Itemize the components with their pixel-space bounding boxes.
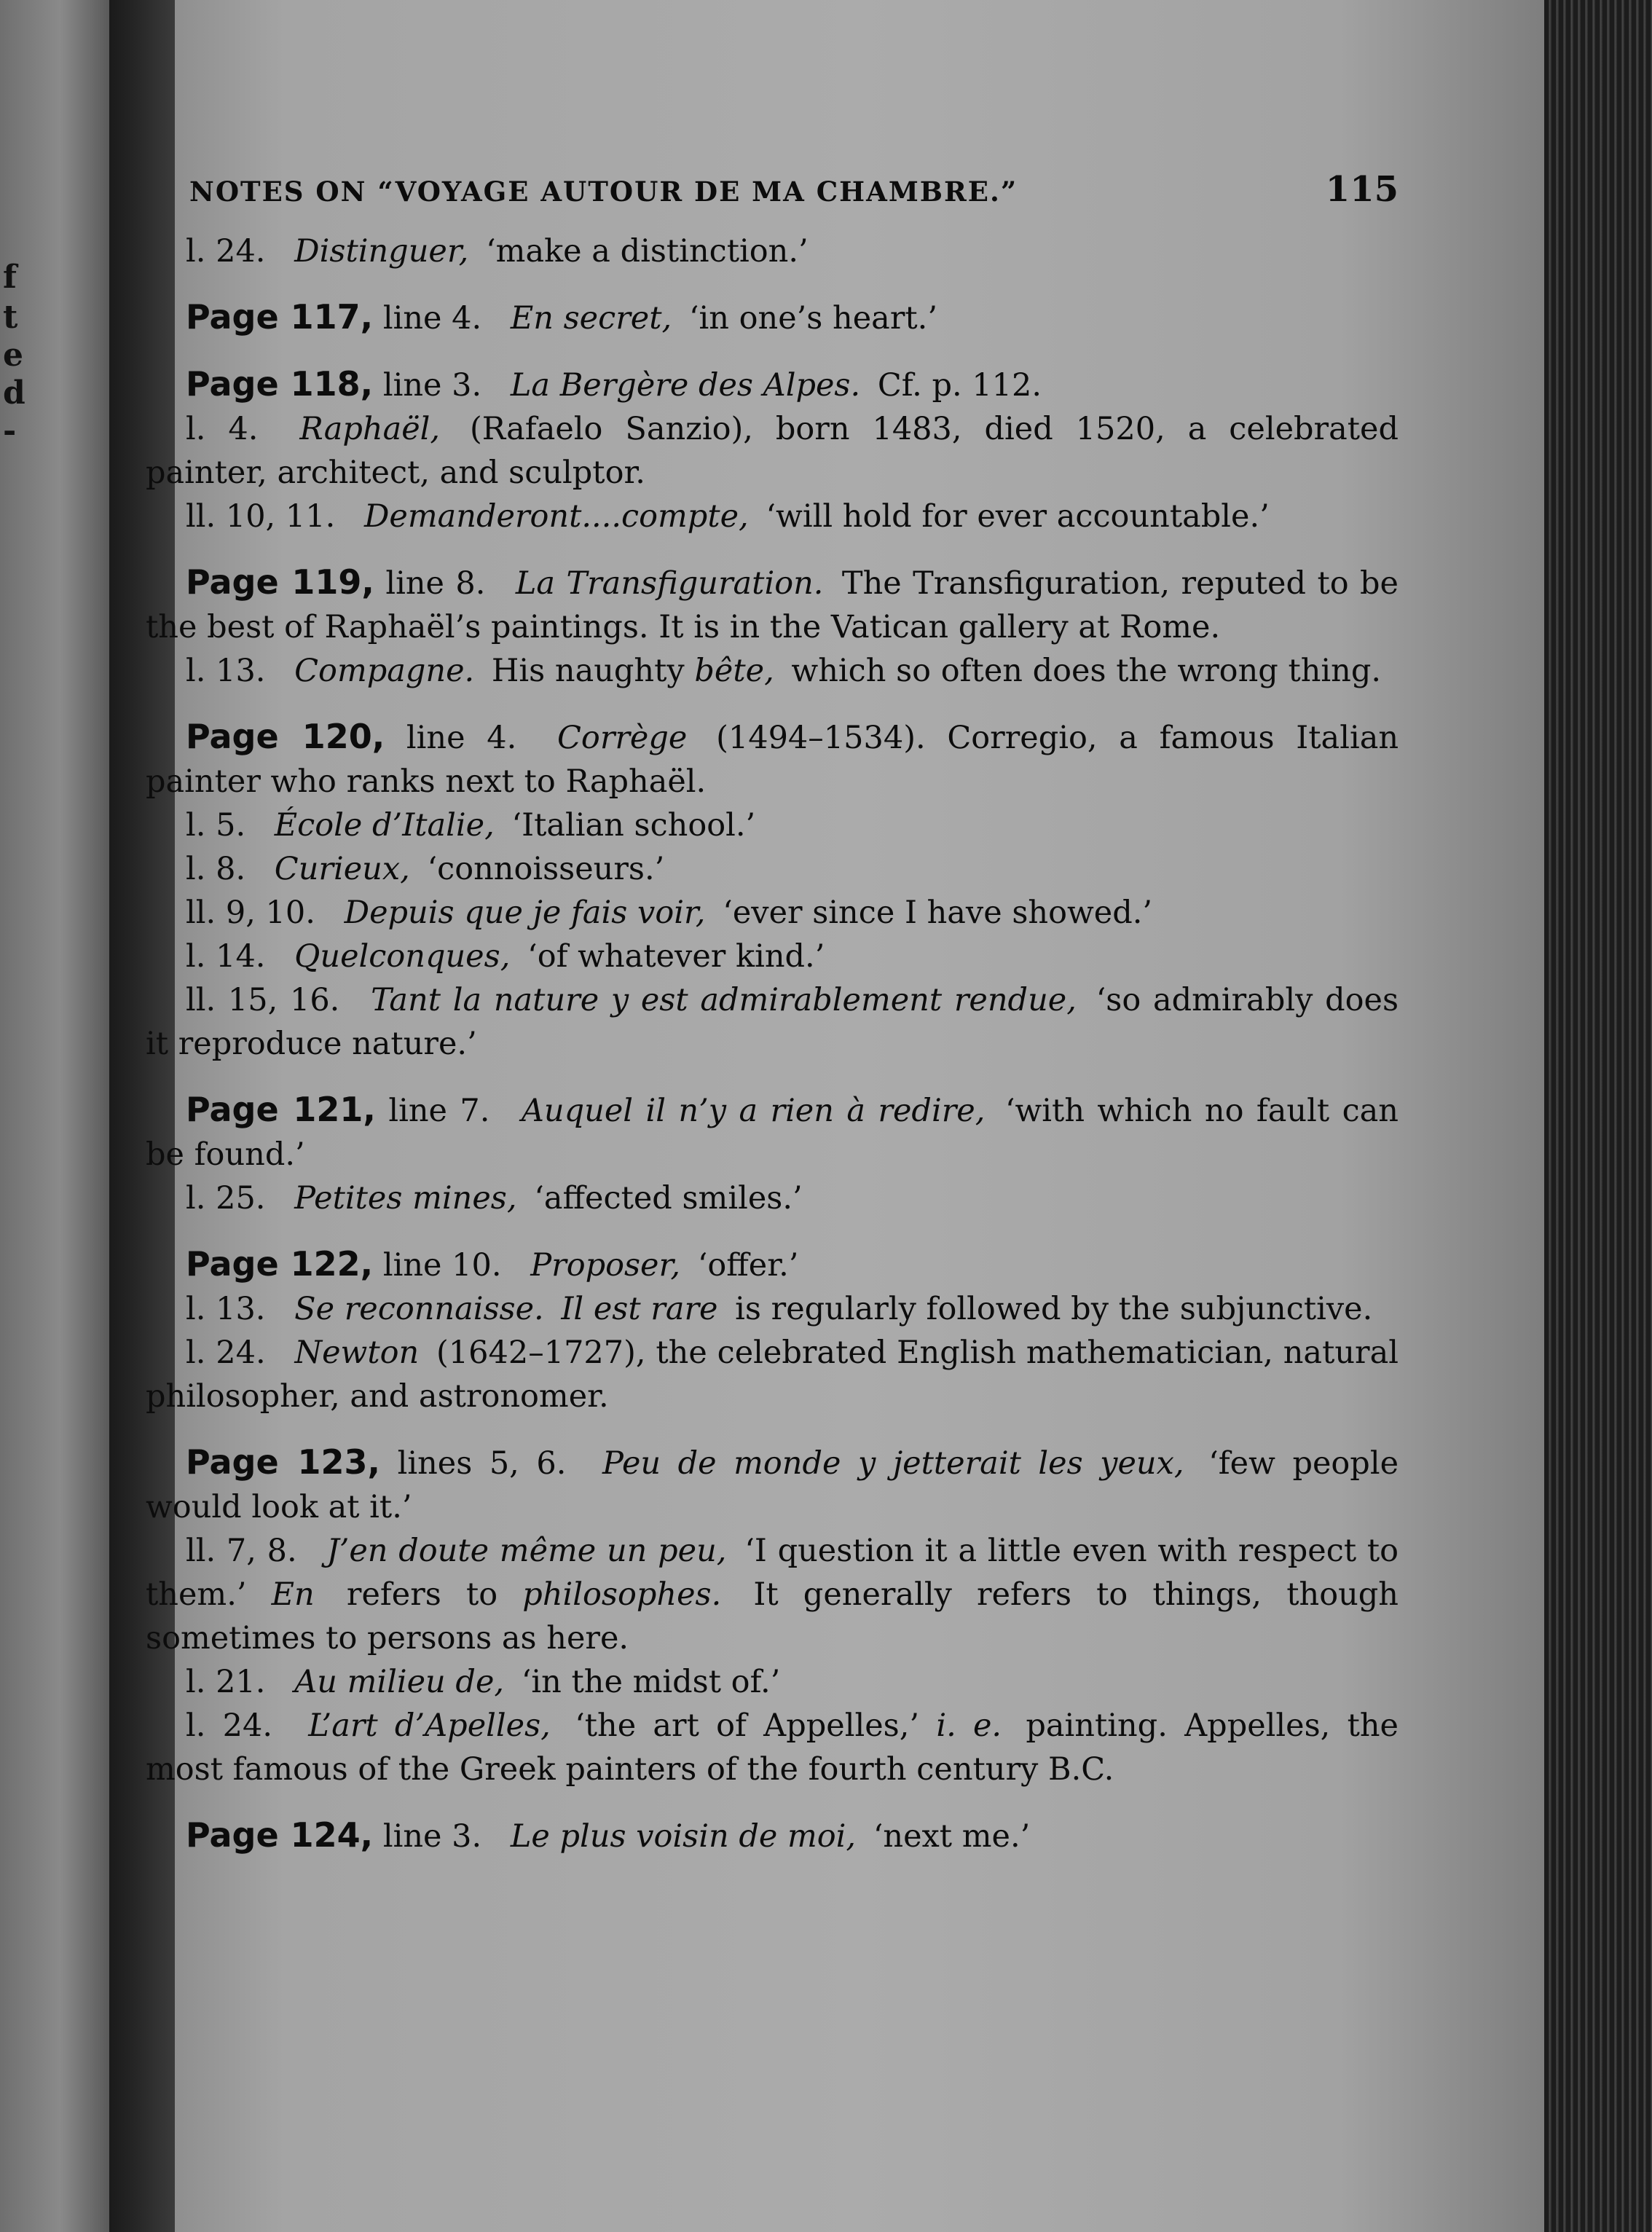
french-term: philosophes.: [522, 1576, 722, 1613]
gloss-text: refers to: [346, 1576, 498, 1613]
running-header: [189, 168, 1399, 213]
gloss-text: ‘few people would look at it.’: [146, 1445, 1399, 1525]
line-note: [146, 1176, 1399, 1220]
running-title: NOTES ON “VOYAGE AUTOUR DE MA CHAMBRE.”: [189, 176, 1018, 208]
french-term: Raphaël,: [299, 411, 441, 447]
line-reference: line 4.: [406, 720, 517, 756]
line-note: [146, 649, 1399, 693]
line-note: [146, 1704, 1399, 1791]
french-term: Petites mines,: [294, 1180, 517, 1217]
page-reference: Page 120,: [186, 717, 385, 756]
french-term: Le plus voisin de moi,: [510, 1818, 857, 1855]
line-reference: ll. 7, 8.: [186, 1533, 297, 1569]
line-reference: line 4.: [382, 300, 482, 337]
french-term: J’en doute même un peu,: [326, 1533, 727, 1569]
gloss-text: ‘the art of Appelles,’: [575, 1708, 920, 1744]
page-note: [146, 295, 1399, 340]
page-note: [146, 1813, 1399, 1858]
french-term: Depuis que je fais voir,: [344, 895, 706, 931]
line-reference: line 10.: [382, 1247, 502, 1284]
french-term: Quelconques,: [294, 938, 511, 975]
french-term: Il est rare: [561, 1291, 718, 1327]
left-fragment: t: [3, 299, 18, 336]
page-reference: Page 122,: [186, 1244, 374, 1284]
french-term: L’art d’Apelles,: [308, 1708, 551, 1744]
gloss-text: ‘next me.’: [873, 1818, 1031, 1855]
french-term: i. e.: [936, 1708, 1002, 1744]
page-number: 115: [1325, 169, 1399, 210]
french-term: Auquel il n’y a rien à redire,: [521, 1093, 986, 1129]
line-note: [146, 229, 1399, 273]
line-reference: l. 24.: [186, 233, 266, 270]
left-fragment: e: [3, 337, 23, 374]
french-term: La Bergère des Alpes.: [510, 367, 861, 404]
line-reference: l. 24.: [186, 1708, 273, 1744]
page-note: [146, 362, 1399, 407]
line-reference: l. 21.: [186, 1664, 266, 1700]
line-reference: line 3.: [382, 367, 482, 404]
line-reference: l. 24.: [186, 1335, 266, 1371]
line-note: [146, 495, 1399, 538]
french-term: Tant la nature y est admirablement rendue,: [371, 982, 1077, 1018]
french-term: En: [271, 1576, 315, 1613]
line-reference: l. 4.: [186, 411, 259, 447]
line-note: [146, 891, 1399, 935]
french-term: La Transfiguration.: [515, 565, 824, 602]
left-fragment: -: [3, 412, 17, 449]
line-reference: l. 25.: [186, 1180, 266, 1217]
line-note: [146, 803, 1399, 847]
gloss-text: It generally refers to things, though sometimes to persons as here.: [146, 1576, 1399, 1657]
line-reference: lines 5, 6.: [397, 1445, 567, 1482]
line-reference: line 8.: [385, 565, 486, 602]
page-reference: Page 118,: [186, 364, 374, 404]
left-fragment: f: [3, 259, 17, 296]
gloss-text: ‘affected smiles.’: [534, 1180, 803, 1217]
page-reference: Page 119,: [186, 562, 374, 602]
gloss-text: which so often does the wrong thing.: [791, 653, 1382, 689]
gloss-text: ‘in the midst of.’: [521, 1664, 781, 1700]
french-term: École d’Italie,: [274, 807, 495, 844]
french-term: Corrège: [557, 720, 688, 756]
line-reference: l. 5.: [186, 807, 246, 844]
gloss-text: ‘Italian school.’: [511, 807, 756, 844]
line-reference: ll. 10, 11.: [186, 498, 336, 535]
page-note: [146, 560, 1399, 649]
french-term: Compagne.: [294, 653, 475, 689]
line-reference: ll. 15, 16.: [186, 982, 340, 1018]
gloss-text: painting. Appelles, the most famous of the Greek painters of the fourth century B.C.: [146, 1708, 1399, 1788]
line-reference: ll. 9, 10.: [186, 895, 315, 931]
gloss-text: (1642–1727), the celebrated English mathematician, natural philosopher, and astronomer.: [146, 1335, 1399, 1415]
line-note: [146, 978, 1399, 1066]
page-note: [146, 1242, 1399, 1287]
line-note: [146, 935, 1399, 978]
line-reference: l. 8.: [186, 851, 246, 887]
gloss-text: (1494–1534). Corregio, a famous Italian painter who ranks next to Raphaël.: [146, 720, 1399, 800]
previous-page-edge: [0, 0, 109, 2232]
french-term: Curieux,: [274, 851, 410, 887]
page-reference: Page 121,: [186, 1090, 376, 1129]
page-note: [146, 1088, 1399, 1176]
page-reference: Page 117,: [186, 297, 374, 337]
gloss-text: ‘of whatever kind.’: [527, 938, 825, 975]
french-term: Se reconnaisse.: [294, 1291, 544, 1327]
line-reference: l. 13.: [186, 653, 266, 689]
line-reference: l. 13.: [186, 1291, 266, 1327]
line-note: [146, 1331, 1399, 1418]
page-stack-edges: [1544, 0, 1652, 2232]
gloss-text: Cf. p. 112.: [877, 367, 1042, 404]
page-text: [146, 168, 1399, 1858]
line-note: [146, 1660, 1399, 1704]
gloss-text: ‘I question it a little even with respect to them.’: [146, 1533, 1399, 1613]
page-reference: Page 123,: [186, 1442, 381, 1482]
gloss-text: ‘so admirably does it reproduce nature.’: [146, 982, 1399, 1062]
french-term: Proposer,: [530, 1247, 681, 1284]
gloss-text: ‘in one’s heart.’: [688, 300, 937, 337]
notes-list: [146, 229, 1399, 1858]
gloss-text: is regularly followed by the subjunctive.: [735, 1291, 1373, 1327]
line-note: [146, 1287, 1399, 1331]
french-term: Distinguer,: [294, 233, 469, 270]
gloss-text: ‘make a distinction.’: [486, 233, 809, 270]
french-term: Peu de monde y jetterait les yeux,: [602, 1445, 1184, 1482]
gloss-text: ‘connoisseurs.’: [427, 851, 665, 887]
french-term: Au milieu de,: [294, 1664, 505, 1700]
page-note: [146, 715, 1399, 803]
line-reference: l. 14.: [186, 938, 266, 975]
page-reference: Page 124,: [186, 1815, 374, 1855]
french-term: bête,: [694, 653, 774, 689]
line-reference: line 7.: [388, 1093, 490, 1129]
gloss-text: ‘with which no fault can be found.’: [146, 1093, 1399, 1173]
line-note: [146, 407, 1399, 495]
gloss-text: (Rafaelo Sanzio), born 1483, died 1520, a celebrated painter, architect, and sculptor.: [146, 411, 1399, 491]
gloss-text: His naughty: [491, 653, 685, 689]
line-reference: line 3.: [382, 1818, 482, 1855]
french-term: Demanderont....compte,: [363, 498, 749, 535]
gloss-text: The Transfiguration, reputed to be the best of Raphaël’s paintings. It is in the Vatican gallery at Rome.: [146, 565, 1399, 645]
line-note: [146, 847, 1399, 891]
line-note: [146, 1529, 1399, 1660]
gloss-text: ‘ever since I have showed.’: [723, 895, 1153, 931]
page-note: [146, 1440, 1399, 1529]
left-fragment: d: [3, 374, 25, 412]
french-term: En secret,: [510, 300, 672, 337]
gloss-text: ‘will hold for ever accountable.’: [766, 498, 1270, 535]
french-term: Newton: [294, 1335, 420, 1371]
gloss-text: ‘offer.’: [697, 1247, 799, 1284]
